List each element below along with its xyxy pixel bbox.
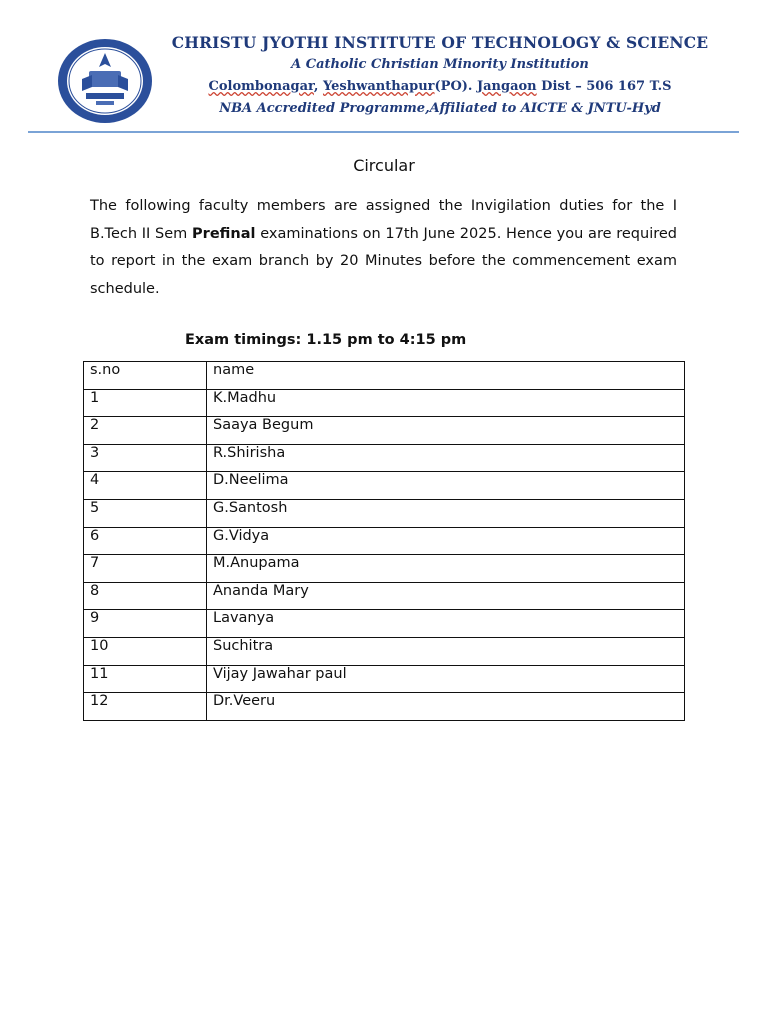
address-part: Colombonagar [208,79,314,94]
serial-number-cell: 12 [84,693,207,721]
faculty-name-cell: M.Anupama [207,555,685,583]
institution-subtitle: A Catholic Christian Minority Institution [291,57,589,72]
serial-number-cell: 1 [84,389,207,417]
serial-number-cell: 3 [84,444,207,472]
faculty-name-cell: D.Neelima [207,472,685,500]
letterhead [0,0,768,135]
table-row [84,444,685,472]
table-row [84,582,685,610]
header-divider [28,131,739,133]
institution-address [150,79,730,94]
table-row [84,472,685,500]
institution-name: CHRISTU JYOTHI INSTITUTE OF TECHNOLOGY & SCIENCE [171,33,709,52]
serial-number-cell: 10 [84,637,207,665]
faculty-name-cell: Suchitra [207,637,685,665]
table-row [84,610,685,638]
serial-number-cell: 2 [84,417,207,445]
serial-number-cell: 4 [84,472,207,500]
serial-number-cell: 8 [84,582,207,610]
faculty-name-cell: Dr.Veeru [207,693,685,721]
serial-number-cell: 9 [84,610,207,638]
faculty-name-cell: G.Vidya [207,527,685,555]
column-header: s.no [84,362,207,390]
table-row [84,665,685,693]
table-row [84,389,685,417]
table-row [84,693,685,721]
serial-number-cell: 7 [84,555,207,583]
faculty-name-cell: R.Shirisha [207,444,685,472]
faculty-name-cell: Ananda Mary [207,582,685,610]
table-header-row [84,362,685,390]
faculty-name-cell: K.Madhu [207,389,685,417]
table-row [84,555,685,583]
faculty-name-cell: G.Santosh [207,499,685,527]
paragraph-emphasis: Prefinal [192,225,256,242]
column-header: name [207,362,685,390]
address-part: , [313,79,323,94]
accreditation-line: NBA Accredited Programme,Affiliated to AICTE & JNTU-Hyd [219,101,661,116]
faculty-name-cell: Saaya Begum [207,417,685,445]
table-row [84,527,685,555]
invigilation-table [83,361,685,721]
address-part: Yeshwanthapur [322,79,435,94]
serial-number-cell: 6 [84,527,207,555]
table-row [84,637,685,665]
address-part: Jangaon [476,79,537,94]
college-seal-logo [56,37,154,125]
address-part: (PO). [434,79,477,94]
paragraph-text: The following faculty members are assigned the Invigilation duties for the I B.Tech II Sem [90,198,677,242]
table-row [84,499,685,527]
address-part: Dist – 506 167 T.S [536,79,672,94]
document-title: Circular [353,156,415,175]
serial-number-cell: 11 [84,665,207,693]
paragraph-text: examinations on 17th June 2025. Hence you are required to report in the exam branch by 20 Minutes before the commencement exam schedule. [90,225,677,297]
faculty-name-cell: Lavanya [207,610,685,638]
circular-paragraph [90,193,677,303]
exam-timings: Exam timings: 1.15 pm to 4:15 pm [185,332,467,348]
table-row [84,417,685,445]
faculty-name-cell: Vijay Jawahar paul [207,665,685,693]
serial-number-cell: 5 [84,499,207,527]
